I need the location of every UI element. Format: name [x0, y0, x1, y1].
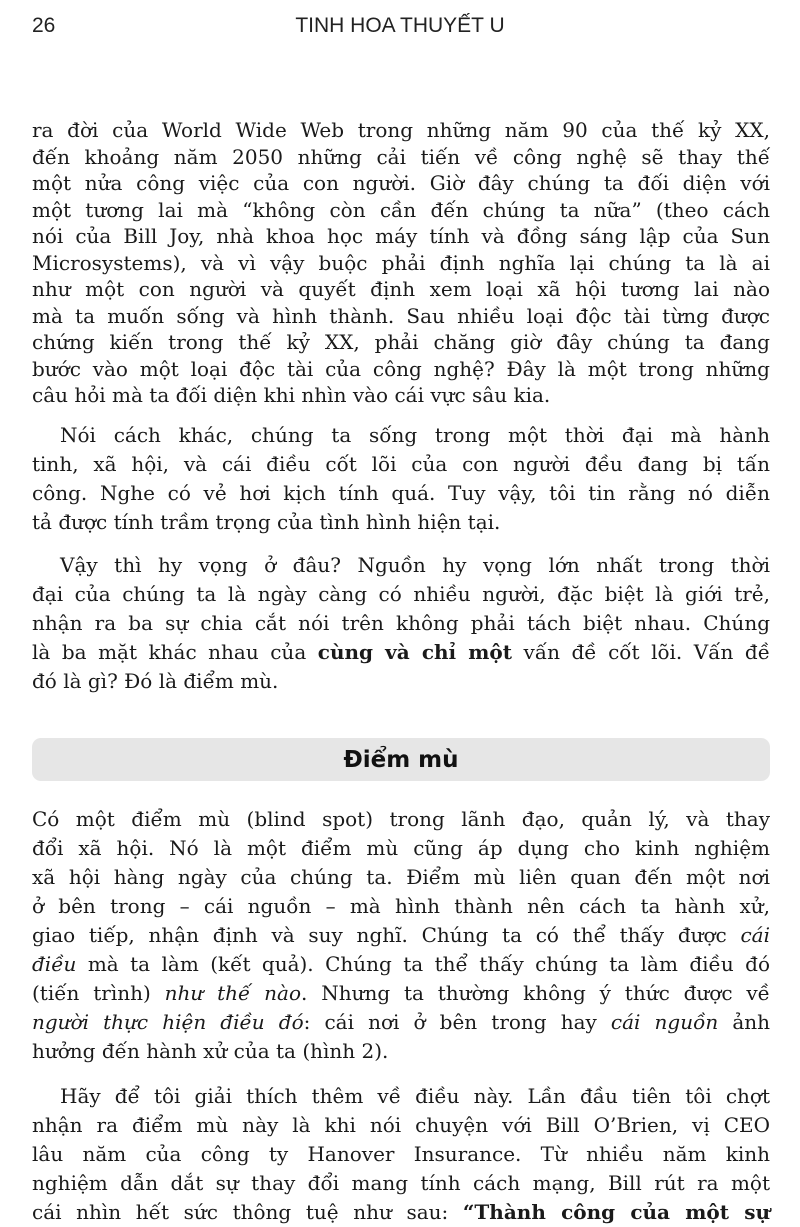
text-segment: cái nhìn hết sức thông tuệ như sau:	[32, 1200, 463, 1224]
text-line	[32, 223, 770, 250]
text-segment: lâu năm của công ty Hanover Insurance. Từ nhiều năm kinh	[32, 1142, 770, 1166]
text-line	[32, 197, 770, 224]
text-line	[32, 421, 770, 450]
text-line	[32, 892, 770, 921]
italic-text: điều	[32, 952, 77, 976]
text-segment: ra đời của World Wide Web trong những năm 90 của thế kỷ XX,	[32, 118, 770, 142]
text-line	[32, 117, 770, 144]
text-line	[32, 1169, 770, 1198]
italic-text: người thực hiện điều đó	[32, 1010, 304, 1034]
paragraph	[32, 421, 770, 537]
text-segment: vấn đề cốt lõi. Vấn đề	[512, 640, 770, 664]
text-segment: xã hội hàng ngày của chúng ta. Điểm mù liên quan đến một nơi	[32, 865, 770, 889]
text-line	[32, 356, 770, 383]
text-segment: nhận ra điểm mù này là khi nói chuyện với Bill O’Brien, vị CEO	[32, 1113, 770, 1137]
text-line	[32, 1037, 770, 1066]
text-segment: đến khoảng năm 2050 những cải tiến về công nghệ sẽ thay thế	[32, 144, 770, 169]
text-line	[32, 479, 770, 508]
text-segment: đại của chúng ta là ngày càng có nhiều người, đặc biệt là giới trẻ,	[32, 582, 770, 606]
bold-text: cùng và chỉ một	[317, 640, 513, 664]
text-segment: giao tiếp, nhận định và suy nghĩ. Chúng ta có thể thấy được	[32, 923, 741, 947]
bold-text: “Thành công của một sự	[462, 1200, 770, 1224]
paragraph	[32, 117, 770, 409]
paragraph	[32, 551, 770, 696]
text-segment: công. Nghe có vẻ hơi kịch tính quá. Tuy vậy, tôi tin rằng nó diễn	[32, 481, 770, 505]
text-line	[32, 551, 770, 580]
text-segment: ảnh	[718, 1010, 771, 1034]
text-line	[32, 329, 770, 356]
text-segment: Nói cách khác, chúng ta sống trong một thời đại mà hành	[60, 423, 770, 447]
text-segment: Hãy để tôi giải thích thêm về điều này. Lần đầu tiên tôi chợt	[60, 1084, 770, 1108]
text-segment: Có một điểm mù (blind spot) trong lãnh đạo, quản lý, và thay	[32, 807, 770, 831]
text-line	[32, 834, 770, 863]
italic-text: như thế nào	[164, 981, 302, 1005]
text-segment: nghiệm dẫn dắt sự thay đổi mang tính cách mạng, Bill rút ra một	[32, 1171, 770, 1195]
text-segment: . Nhưng ta thường không ý thức được về	[301, 981, 770, 1005]
running-title: TINH HOA THUYẾT U	[295, 14, 505, 37]
text-segment: tả được tính trầm trọng của tình hình hiện tại.	[32, 510, 501, 534]
text-line	[32, 1111, 770, 1140]
text-line	[32, 805, 770, 834]
text-segment: Microsystems), và vì vậy buộc phải định nghĩa lại chúng ta là ai	[32, 250, 770, 275]
text-segment: bước vào một loại độc tài của công nghệ? Đây là một trong những	[32, 356, 770, 381]
text-line	[32, 1082, 770, 1111]
text-line	[32, 382, 770, 409]
text-line	[32, 580, 770, 609]
text-segment: chứng kiến trong thế kỷ XX, phải chăng giờ đây chúng ta đang	[32, 330, 770, 354]
text-segment: câu hỏi mà ta đối diện khi nhìn vào cái vực sâu kia.	[32, 383, 551, 407]
italic-text: cái	[740, 923, 770, 947]
text-line	[32, 170, 770, 197]
text-segment: (tiến trình)	[32, 981, 165, 1005]
text-segment: một tương lai mà “không còn cần đến chúng ta nữa” (theo cách	[32, 197, 770, 222]
page-number: 26	[32, 14, 56, 37]
text-segment: hưởng đến hành xử của ta (hình 2).	[32, 1039, 389, 1063]
text-segment: như một con người và quyết định xem loại xã hội tương lai nào	[32, 277, 770, 301]
text-line	[32, 508, 770, 537]
text-segment: tinh, xã hội, và cái điều cốt lõi của con người đều đang bị tấn	[32, 452, 770, 476]
text-segment: nói của Bill Joy, nhà khoa học máy tính và đồng sáng lập của Sun	[32, 224, 770, 248]
text-line	[32, 921, 770, 950]
text-line	[32, 250, 770, 277]
text-line	[32, 863, 770, 892]
italic-text: cái nguồn	[610, 1010, 719, 1034]
text-segment: mà ta muốn sống và hình thành. Sau nhiều loại độc tài từng được	[32, 303, 770, 328]
text-segment: là ba mặt khác nhau của	[32, 640, 318, 664]
text-line	[32, 450, 770, 479]
paragraph	[32, 805, 770, 1066]
text-segment: : cái nơi ở bên trong hay	[303, 1010, 611, 1034]
text-segment: mà ta làm (kết quả). Chúng ta thể thấy chúng ta làm điều đó	[76, 952, 770, 976]
text-line	[32, 950, 770, 979]
text-segment: một nửa công việc của con người. Giờ đây chúng ta đối diện với	[32, 171, 770, 195]
text-segment: nhận ra ba sự chia cắt nói trên không phải tách biệt nhau. Chúng	[32, 611, 770, 635]
text-line	[32, 303, 770, 330]
text-segment: ở bên trong – cái nguồn – mà hình thành nên cách ta hành xử,	[32, 894, 770, 918]
text-segment: Vậy thì hy vọng ở đâu? Nguồn hy vọng lớn nhất trong thời	[60, 553, 770, 577]
paragraph	[32, 1082, 770, 1227]
text-line	[32, 1140, 770, 1169]
text-line	[32, 979, 770, 1008]
section-heading: Điểm mù	[32, 738, 770, 781]
text-line	[32, 1008, 770, 1037]
text-line	[32, 276, 770, 303]
text-line	[32, 609, 770, 638]
text-line	[32, 144, 770, 171]
text-line	[32, 667, 770, 696]
text-segment: đó là gì? Đó là điểm mù.	[32, 669, 279, 693]
text-line	[32, 638, 770, 667]
text-segment: đổi xã hội. Nó là một điểm mù cũng áp dụng cho kinh nghiệm	[32, 836, 770, 860]
text-line	[32, 1198, 770, 1227]
